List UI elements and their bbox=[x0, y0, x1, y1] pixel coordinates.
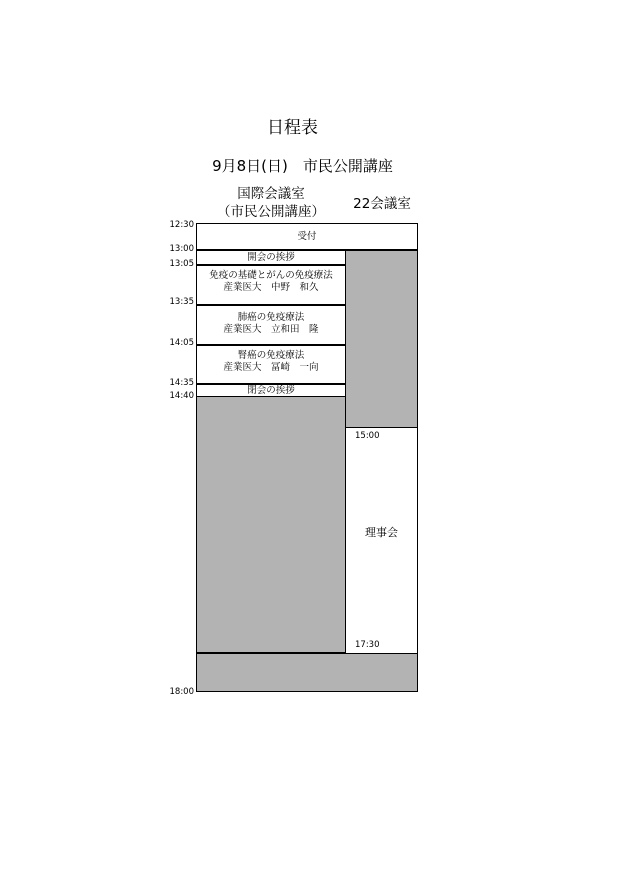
closing-label: 閉会の挨拶 bbox=[247, 385, 295, 396]
room-a-name: 国際会議室 bbox=[237, 186, 305, 202]
talk2-speaker: 産業医大 立和田 隆 bbox=[223, 324, 319, 335]
talk2-title: 肺癌の免疫療法 bbox=[237, 312, 305, 323]
talk1-speaker: 産業医大 中野 和久 bbox=[223, 282, 319, 293]
board-meeting-end: 17:30 bbox=[355, 640, 380, 650]
time-label: 13:05 bbox=[169, 259, 194, 269]
reception-label: 受付 bbox=[297, 231, 317, 242]
board-meeting-start: 15:00 bbox=[355, 431, 380, 441]
time-label: 18:00 bbox=[169, 687, 194, 697]
board-meeting-block bbox=[345, 427, 418, 654]
time-label: 14:40 bbox=[169, 391, 194, 401]
talk1-title: 免疫の基礎とがんの免疫療法 bbox=[209, 270, 333, 281]
talk3-block bbox=[196, 345, 346, 384]
time-label: 14:35 bbox=[169, 378, 194, 388]
time-label: 13:00 bbox=[169, 244, 194, 254]
time-label: 14:05 bbox=[169, 338, 194, 348]
talk3-title: 腎癌の免疫療法 bbox=[237, 350, 305, 361]
room-b-unused-block-top bbox=[345, 250, 418, 428]
room-a-subname: （市民公開講座） bbox=[217, 204, 325, 220]
page-title: 日程表 bbox=[267, 118, 318, 138]
board-meeting-label: 理事会 bbox=[365, 526, 398, 539]
page-subtitle: 9月8日(日) 市民公開講座 bbox=[212, 157, 393, 175]
talk3-speaker: 産業医大 冨崎 一向 bbox=[223, 362, 319, 373]
time-label: 13:35 bbox=[169, 297, 194, 307]
reception-block bbox=[196, 223, 418, 250]
opening-block bbox=[196, 250, 346, 265]
talk2-block bbox=[196, 305, 346, 345]
room-header-22: 22会議室 bbox=[353, 196, 411, 212]
time-label: 12:30 bbox=[169, 220, 194, 230]
room-a-unused-block bbox=[196, 396, 346, 653]
room-header-international bbox=[196, 185, 346, 221]
bottom-unused-block bbox=[196, 653, 418, 692]
talk1-block bbox=[196, 265, 346, 305]
opening-label: 開会の挨拶 bbox=[247, 252, 295, 263]
